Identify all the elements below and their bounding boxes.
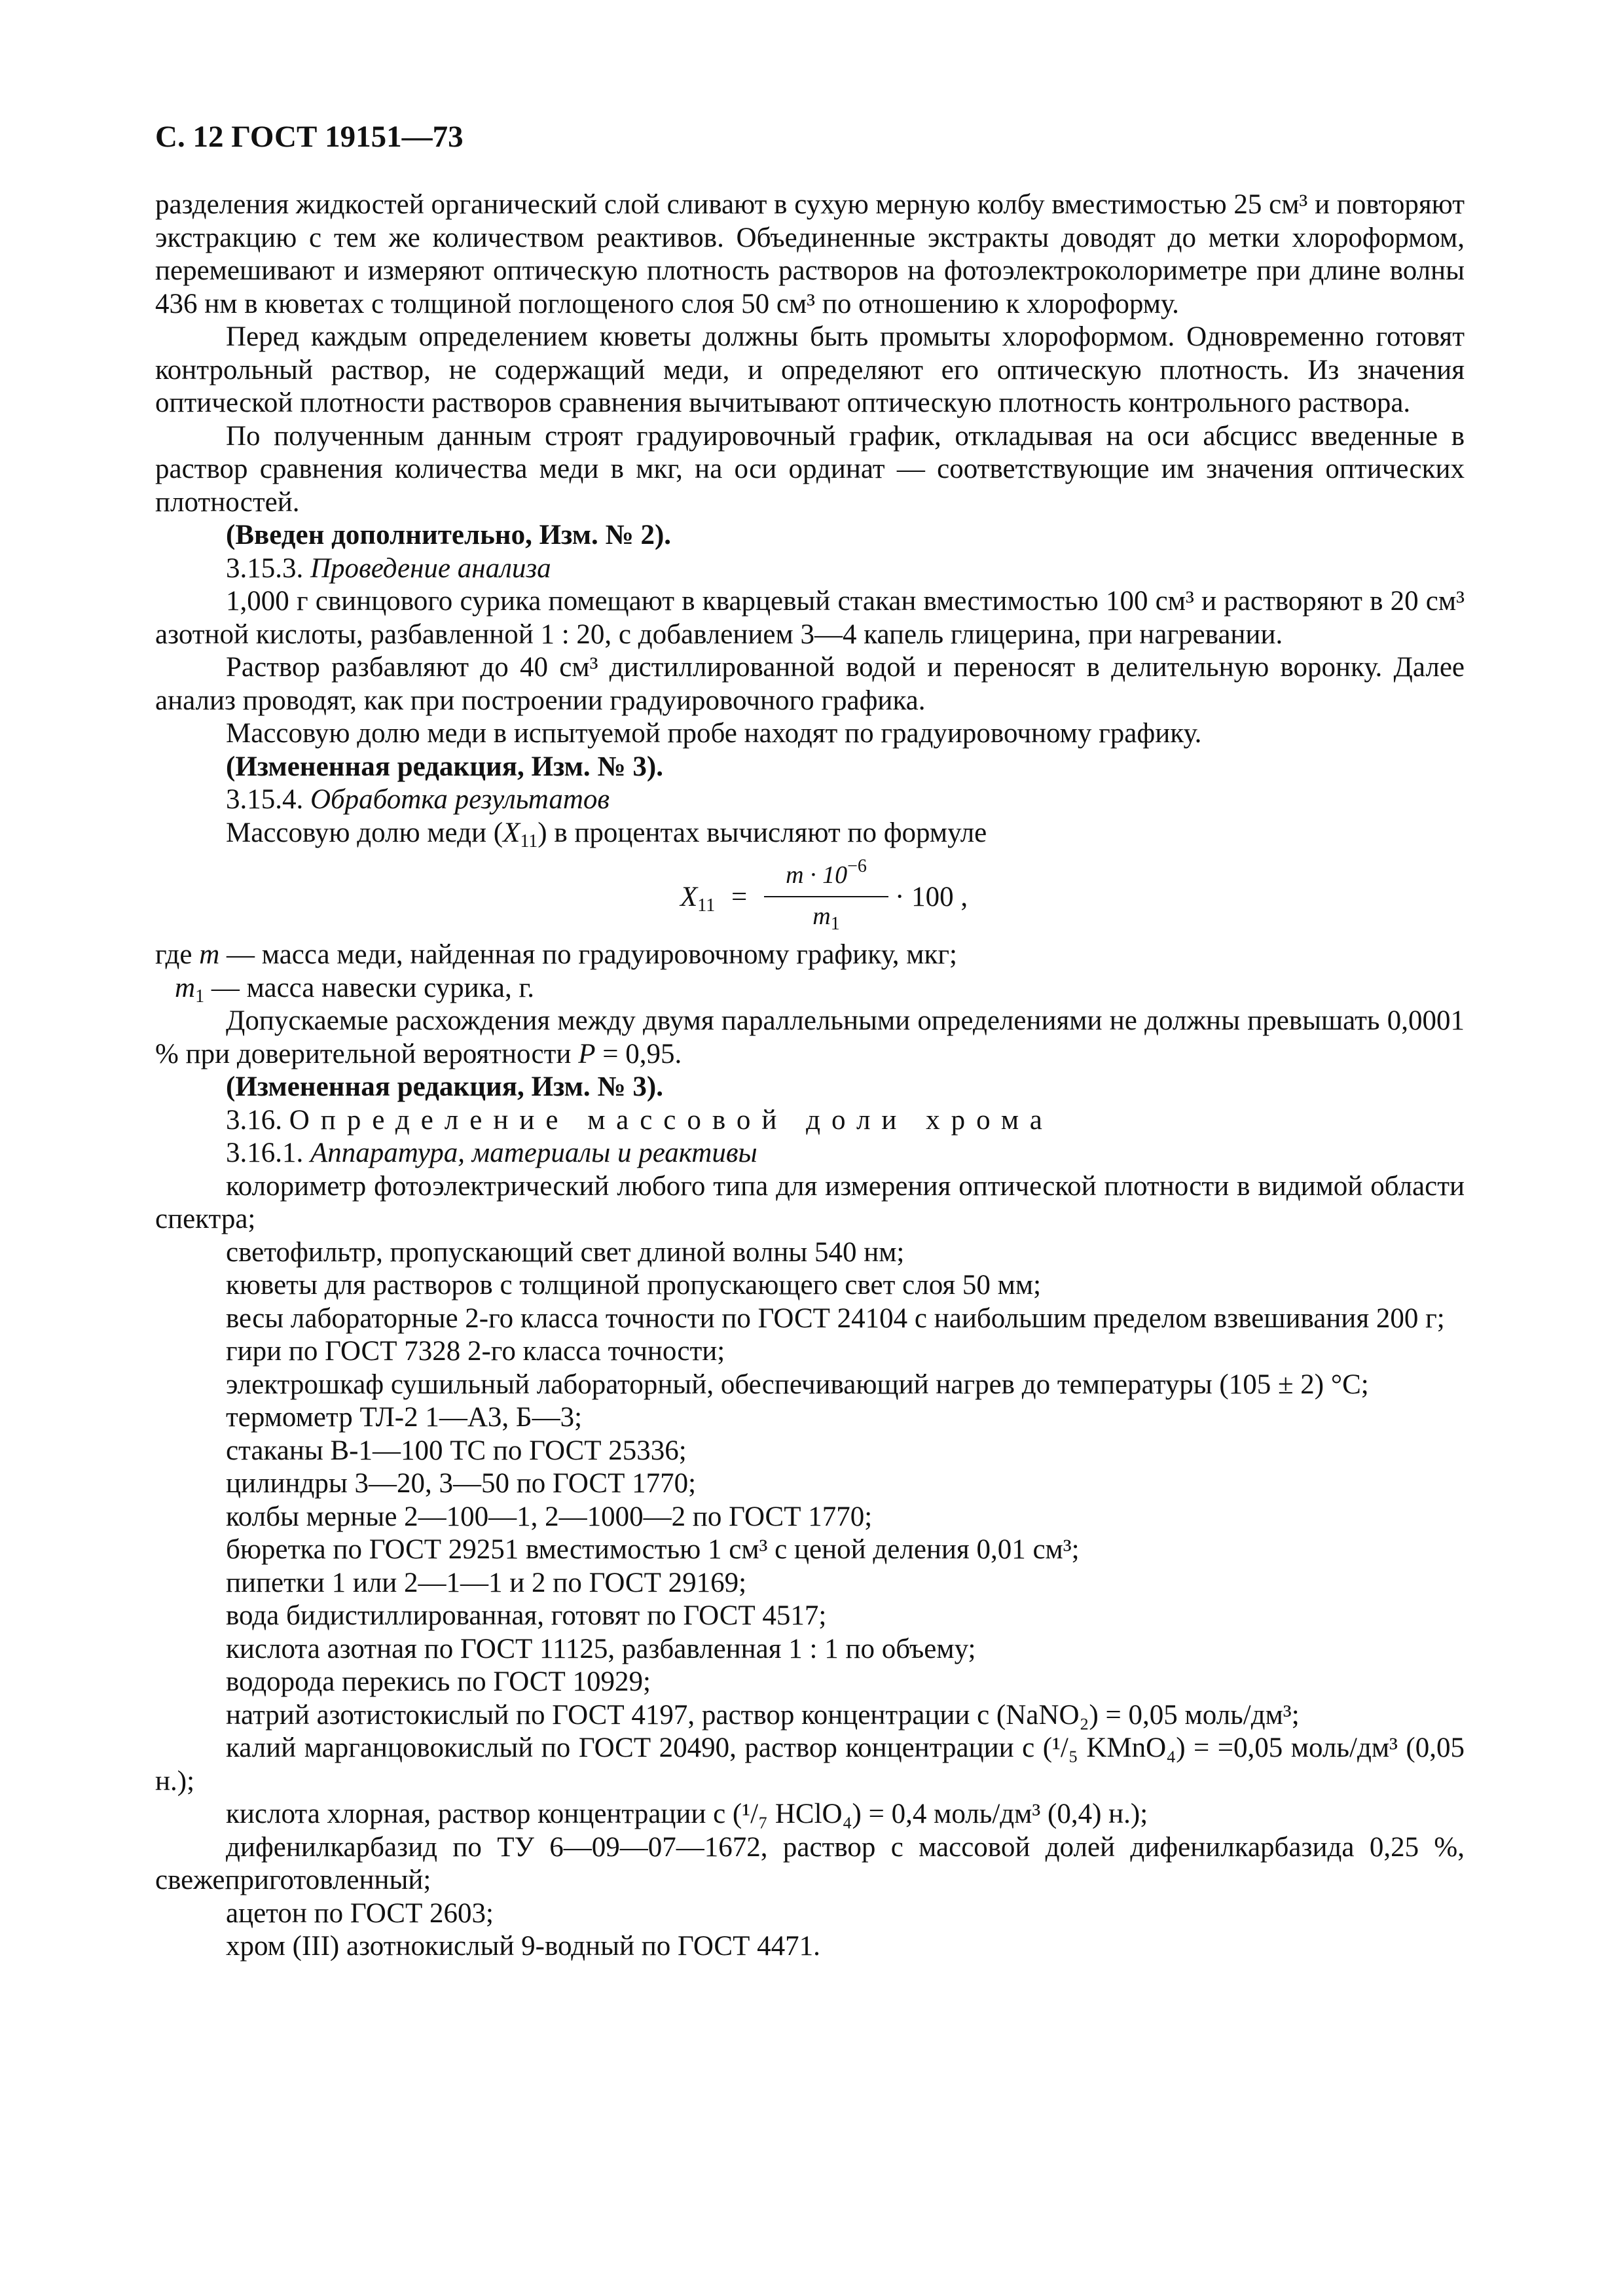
list-item: вода бидистиллированная, готовят по ГОСТ 4517; — [226, 1600, 827, 1631]
list-item: ацетон по ГОСТ 2603; — [226, 1897, 494, 1929]
section-title: Аппаратура, материалы и реактивы — [310, 1138, 757, 1168]
formula-denominator: $m_1$ — [812, 902, 840, 934]
paragraph: Перед каждым определением кюветы должны быть промыты хлороформом. Одновременно готовят контрольный раствор, не содержащий меди, и определяют его оптическую плотность. Из значения оптической плотности растворов сравнения вычитывают оптическую плотность контрольного раствора. — [155, 321, 1465, 418]
list-item: кислота хлорная, раствор концентрации c (¹/₇ HClO₄) = 0,4 моль/дм³ (0,4) н.); — [226, 1799, 1148, 1829]
paragraph: Допускаемые расхождения между двумя параллельными определениями не должны превышать 0,0001 % при доверительной вероятности P = 0,95. — [155, 1005, 1465, 1069]
formula-lhs: X11 — [680, 882, 716, 916]
paragraph: 1,000 г свинцового сурика помещают в кварцевый стакан вместимостью 100 см³ и растворяют в 20 см³ азотной кислоты, разбавленной 1 : 20, с добавлением 3—4 капель глицерина, при нагревании. — [155, 586, 1465, 650]
document-body — [155, 188, 1465, 1964]
formula-numerator: $m \cdot 10^{-6}$ — [764, 859, 888, 897]
list-item: светофильтр, пропускающий свет длиной волны 540 нм; — [226, 1236, 905, 1268]
section-heading-3-15-4 — [155, 783, 1465, 817]
list-item: цилиндры 3—20, 3—50 по ГОСТ 1770; — [226, 1468, 697, 1499]
list-item: водорода перекись по ГОСТ 10929; — [226, 1666, 651, 1697]
formula-fraction — [764, 856, 888, 941]
paragraph: Раствор разбавляют до 40 см³ дистиллированной водой и переносят в делительную воронку. Далее анализ проводят, как при построении градуировочного графика. — [155, 652, 1465, 716]
section-number: 3.16.1. — [226, 1138, 304, 1168]
list-item: натрий азотистокислый по ГОСТ 4197, раствор концентрации c (NaNO₂) = 0,05 моль/дм³; — [226, 1699, 1300, 1731]
list-item: кюветы для растворов с толщиной пропускающего свет слоя 50 мм; — [226, 1270, 1042, 1300]
formula-intro: Массовую долю меди $(X_{11})$ в процентах вычисляют по формуле — [226, 817, 987, 852]
list-item: хром (III) азотнокислый 9-водный по ГОСТ 4471. — [226, 1931, 820, 1962]
section-title: Обработка результатов — [310, 784, 610, 815]
formula-multiplier: · 100 , — [895, 882, 968, 912]
section-title: Определение массовой доли хрома — [289, 1104, 1053, 1136]
where-line: $m_1$ — масса навески сурика, г. — [175, 972, 535, 1007]
list-item: электрошкаф сушильный лабораторный, обеспечивающий нагрев до температуры (105 ± 2) °С; — [226, 1369, 1369, 1400]
amendment-note: (Измененная редакция, Изм. № 3). — [226, 1071, 663, 1102]
section-number: 3.16. — [226, 1104, 282, 1136]
list-item: бюретка по ГОСТ 29251 вместимостью 1 см³ с ценой деления 0,01 см³; — [226, 1534, 1080, 1565]
amendment-note: (Измененная редакция, Изм. № 3). — [226, 751, 663, 782]
section-heading-3-16-1 — [155, 1137, 1465, 1170]
list-item: весы лабораторные 2-го класса точности по ГОСТ 24104 с наибольшим пределом взвешивания 200 г; — [226, 1302, 1445, 1334]
amendment-note: (Введен дополнительно, Изм. № 2). — [226, 520, 672, 550]
formula-equals: = — [731, 882, 748, 912]
where-line: где m — масса меди, найденная по градуировочному графику, мкг; — [155, 939, 957, 970]
paragraph: Массовую долю меди в испытуемой пробе находят по градуировочному графику. — [226, 718, 1202, 749]
paragraph: разделения жидкостей органический слой сливают в сухую мерную колбу вместимостью 25 см³ и повторяют экстракцию с тем же количеством реактивов. Объединенные экстракты доводят до метки хлороформом, перемешивают и измеряют оптическую плотность растворов на фотоэлектроколориметре при длине волны 436 нм в кюветах с толщиной поглощеного слоя 50 см³ по отношению к хлороформу. — [155, 189, 1465, 319]
list-item: пипетки 1 или 2—1—1 и 2 по ГОСТ 29169; — [226, 1567, 747, 1598]
list-item: колбы мерные 2—100—1, 2—1000—2 по ГОСТ 1770; — [226, 1501, 873, 1532]
list-item: калий марганцовокислый по ГОСТ 20490, раствор концентрации c (¹/₅ KMnO₄) = =0,05 моль/дм³ (0,05 н.); — [155, 1732, 1465, 1797]
paragraph: По полученным данным строят градуировочный график, откладывая на оси абсцисс введенные в раствор сравнения количества меди в мкг, на оси ординат — соответствующие им значения оптических плотностей. — [155, 420, 1465, 518]
section-heading-3-15-3 — [155, 552, 1465, 586]
list-item: стаканы В-1—100 ТС по ГОСТ 25336; — [226, 1435, 687, 1466]
list-item: кислота азотная по ГОСТ 11125, разбавленная 1 : 1 по объему; — [226, 1633, 976, 1664]
list-item: термометр ТЛ-2 1—А3, Б—3; — [226, 1402, 583, 1433]
section-heading-3-16 — [155, 1104, 1465, 1138]
list-item: колориметр фотоэлектрический любого типа для измерения оптической плотности в видимой области спектра; — [155, 1170, 1465, 1234]
page-header: С. 12 ГОСТ 19151—73 — [155, 120, 464, 154]
list-item: гири по ГОСТ 7328 2-го класса точности; — [226, 1336, 725, 1367]
section-title: Проведение анализа — [310, 552, 551, 584]
section-number: 3.15.3. — [226, 552, 304, 584]
formula — [155, 850, 1465, 939]
section-number: 3.15.4. — [226, 784, 304, 815]
list-item: дифенилкарбазид по ТУ 6—09—07—1672, раствор с массовой долей дифенилкарбазида 0,25 %, свежеприготовленный; — [155, 1831, 1465, 1895]
